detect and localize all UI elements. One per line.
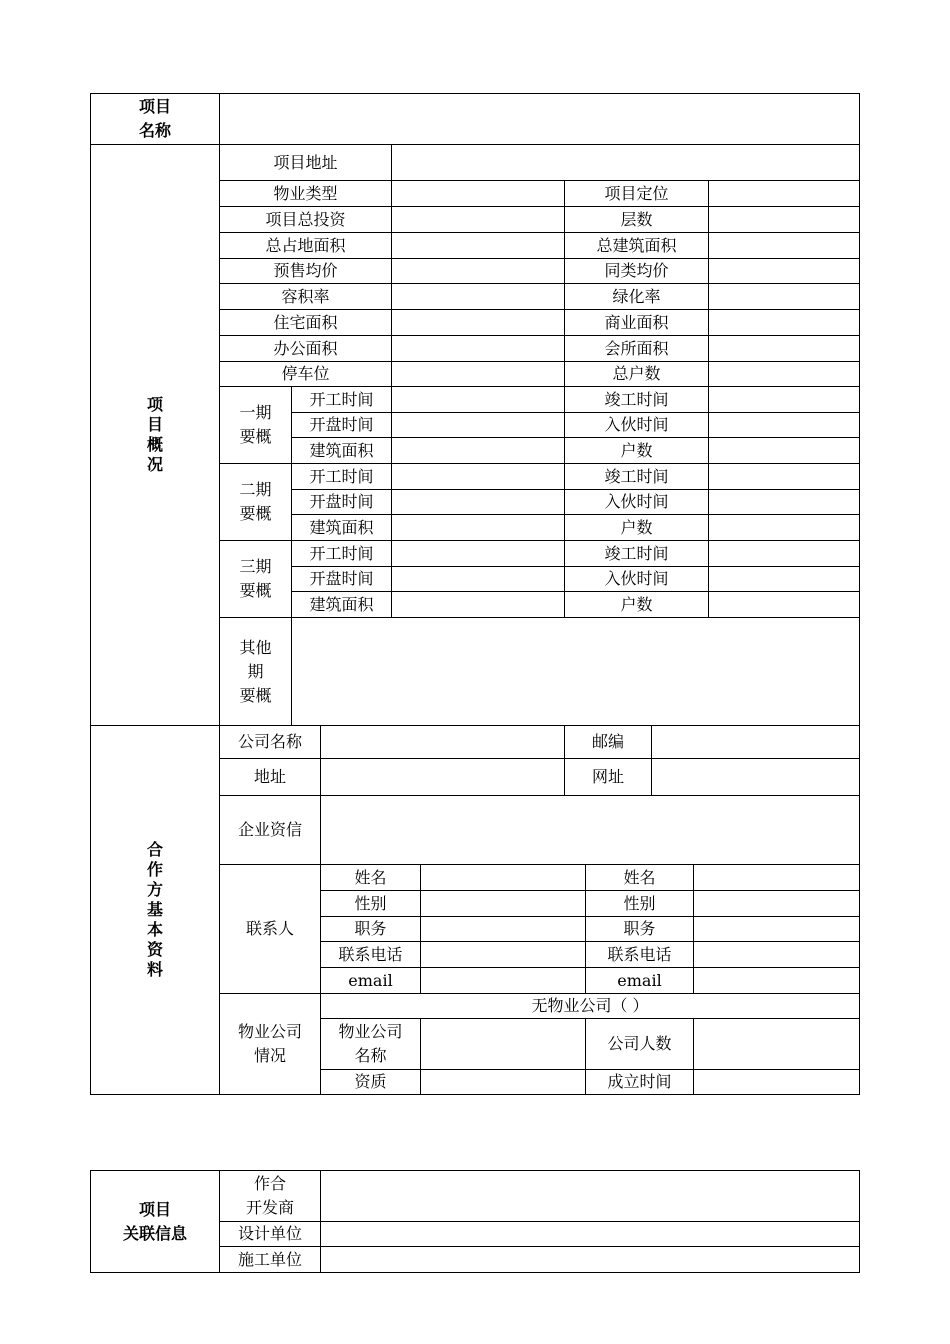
cell-text-line: 要概 [239, 685, 272, 705]
cell-text-line: 情况 [253, 1046, 286, 1065]
field-input[interactable] [391, 361, 565, 387]
phase-field-input[interactable] [391, 514, 565, 541]
property-company-name-label [320, 1018, 421, 1070]
cell-text-line: 开发商 [245, 1198, 294, 1217]
headcount-label: 公司人数 [585, 1018, 694, 1070]
field-label: 总建筑面积 [564, 232, 709, 259]
phase-field-label: 开盘时间 [291, 412, 392, 438]
cell-text-line: 况 [146, 455, 163, 474]
cell-text-line: 二期 [239, 480, 272, 499]
phase-field-input[interactable] [391, 463, 565, 490]
field-input[interactable] [708, 361, 860, 387]
contact-field-label: email [585, 967, 694, 994]
phase-field-input[interactable] [391, 437, 565, 464]
contact-field-label: 姓名 [585, 864, 694, 891]
cell-text-line: 作 [146, 860, 163, 879]
contact-field-label: 职务 [585, 916, 694, 942]
website-input[interactable] [651, 758, 860, 796]
cell-text-line: 要概 [239, 427, 272, 446]
field-input[interactable] [391, 309, 565, 336]
phase-field-label: 户数 [564, 437, 709, 464]
phase-label [219, 386, 292, 464]
field-input[interactable] [708, 309, 860, 336]
contact-field-label: 姓名 [320, 864, 421, 891]
qualification-label: 资质 [320, 1069, 421, 1095]
cell-text-line: 项目 [138, 97, 171, 116]
field-input[interactable] [708, 258, 860, 284]
cell-text-line: 本 [146, 920, 163, 939]
phase-label [219, 463, 292, 541]
cell-text-line: 物业公司 [237, 1022, 302, 1041]
contact-field-input[interactable] [693, 941, 860, 968]
phase-field-input[interactable] [391, 566, 565, 592]
cell-text-line: 概 [146, 435, 163, 454]
cell-text-line: 方 [146, 880, 163, 899]
other-phase-label [219, 617, 292, 726]
contact-field-input[interactable] [420, 941, 586, 968]
qualification-input[interactable] [420, 1069, 586, 1095]
phase-field-label: 竣工时间 [564, 463, 709, 490]
related-info-label [90, 1170, 220, 1273]
field-label: 容积率 [219, 283, 392, 310]
project-name-label [90, 93, 220, 145]
construction-unit-label: 施工单位 [219, 1246, 321, 1273]
no-property-company-option[interactable]: 无物业公司（ ） [320, 993, 860, 1019]
phase-field-input[interactable] [391, 386, 565, 413]
design-unit-label: 设计单位 [219, 1221, 321, 1247]
other-phase-input[interactable] [291, 617, 860, 726]
company-name-input[interactable] [320, 725, 565, 759]
field-label: 预售均价 [219, 258, 392, 284]
contact-field-input[interactable] [693, 916, 860, 942]
cell-text-line: 目 [146, 415, 163, 434]
cell-text-line: 要概 [239, 504, 272, 523]
design-unit-input[interactable] [320, 1221, 860, 1247]
contact-field-input[interactable] [420, 864, 586, 891]
field-label: 办公面积 [219, 335, 392, 362]
contact-label: 联系人 [219, 864, 321, 994]
field-input[interactable] [391, 206, 565, 233]
field-label: 总户数 [564, 361, 709, 387]
field-input[interactable] [708, 206, 860, 233]
phase-field-input[interactable] [708, 514, 860, 541]
field-input[interactable] [708, 283, 860, 310]
field-input[interactable] [708, 232, 860, 259]
contact-field-input[interactable] [420, 916, 586, 942]
contact-field-label: 性别 [585, 890, 694, 917]
construction-unit-input[interactable] [320, 1246, 860, 1273]
property-company-label [219, 993, 321, 1095]
phase-field-input[interactable] [708, 591, 860, 618]
field-label: 会所面积 [564, 335, 709, 362]
phase-field-label: 入伙时间 [564, 489, 709, 515]
phase-field-label: 开工时间 [291, 540, 392, 567]
founded-label: 成立时间 [585, 1069, 694, 1095]
field-label: 层数 [564, 206, 709, 233]
phase-field-input[interactable] [708, 386, 860, 413]
phase-field-input[interactable] [391, 540, 565, 567]
phase-field-label: 竣工时间 [564, 386, 709, 413]
field-label: 项目定位 [564, 180, 709, 207]
phase-field-input[interactable] [708, 540, 860, 567]
developer-input[interactable] [320, 1170, 860, 1222]
field-input[interactable] [391, 258, 565, 284]
phase-field-label: 开工时间 [291, 463, 392, 490]
project-overview-label [90, 144, 220, 726]
field-label: 同类均价 [564, 258, 709, 284]
address-input[interactable] [320, 758, 565, 796]
field-input[interactable] [391, 232, 565, 259]
contact-field-label: 性别 [320, 890, 421, 917]
contact-field-input[interactable] [693, 864, 860, 891]
company-name-label: 公司名称 [219, 725, 321, 759]
field-input[interactable] [708, 335, 860, 362]
phase-field-label: 开工时间 [291, 386, 392, 413]
phase-field-input[interactable] [391, 412, 565, 438]
cell-text-line: 基 [146, 900, 163, 919]
phase-field-label: 开盘时间 [291, 566, 392, 592]
field-label: 住宅面积 [219, 309, 392, 336]
contact-field-label: 联系电话 [585, 941, 694, 968]
contact-field-input[interactable] [420, 967, 586, 994]
cell-text-line: 作合 [253, 1174, 286, 1193]
partner-info-label [90, 725, 220, 1095]
phase-field-input[interactable] [391, 489, 565, 515]
cell-text-line: 资 [146, 940, 163, 959]
credit-input[interactable] [320, 795, 860, 865]
phase-field-label: 建筑面积 [291, 437, 392, 464]
contact-field-label: 联系电话 [320, 941, 421, 968]
phase-field-label: 开盘时间 [291, 489, 392, 515]
postcode-input[interactable] [651, 725, 860, 759]
phase-field-label: 户数 [564, 591, 709, 618]
phase-field-input[interactable] [708, 566, 860, 592]
phase-field-input[interactable] [391, 591, 565, 618]
phase-field-input[interactable] [708, 489, 860, 515]
founded-input[interactable] [693, 1069, 860, 1095]
contact-field-input[interactable] [420, 890, 586, 917]
property-company-name-input[interactable] [420, 1018, 586, 1070]
phase-field-label: 入伙时间 [564, 566, 709, 592]
field-label: 物业类型 [219, 180, 392, 207]
field-input[interactable] [391, 283, 565, 310]
cell-text-line: 期 [247, 661, 264, 681]
phase-field-input[interactable] [708, 463, 860, 490]
field-input[interactable] [391, 335, 565, 362]
field-input[interactable] [391, 180, 565, 207]
cell-text-line: 三期 [239, 557, 272, 576]
field-label: 项目总投资 [219, 206, 392, 233]
cell-text-line: 名称 [354, 1046, 387, 1065]
field-label: 绿化率 [564, 283, 709, 310]
cell-text-line: 关联信息 [122, 1223, 187, 1243]
headcount-input[interactable] [693, 1018, 860, 1070]
phase-field-label: 建筑面积 [291, 591, 392, 618]
cell-text-line: 一期 [239, 403, 272, 422]
cell-text-line: 要概 [239, 581, 272, 600]
phase-field-label: 户数 [564, 514, 709, 541]
developer-label [219, 1170, 321, 1222]
project-name-input[interactable] [219, 93, 860, 145]
field-label: 停车位 [219, 361, 392, 387]
cell-text-line: 项目 [138, 1199, 171, 1219]
cell-text-line: 料 [146, 960, 163, 979]
contact-field-label: email [320, 967, 421, 994]
cell-text-line: 合 [146, 840, 163, 859]
phase-field-label: 建筑面积 [291, 514, 392, 541]
cell-text-line: 物业公司 [338, 1022, 403, 1041]
address-label: 地址 [219, 758, 321, 796]
project-address-label: 项目地址 [219, 144, 392, 181]
contact-field-label: 职务 [320, 916, 421, 942]
phase-field-label: 入伙时间 [564, 412, 709, 438]
phase-field-label: 竣工时间 [564, 540, 709, 567]
cell-text-line: 名称 [138, 121, 171, 140]
field-label: 商业面积 [564, 309, 709, 336]
cell-text-line: 项 [146, 395, 163, 414]
contact-field-input[interactable] [693, 967, 860, 994]
phase-field-input[interactable] [708, 437, 860, 464]
contact-field-input[interactable] [693, 890, 860, 917]
field-label: 总占地面积 [219, 232, 392, 259]
credit-label: 企业资信 [219, 795, 321, 865]
postcode-label: 邮编 [564, 725, 652, 759]
cell-text-line: 其他 [239, 637, 272, 657]
project-address-input[interactable] [391, 144, 860, 181]
field-input[interactable] [708, 180, 860, 207]
phase-field-input[interactable] [708, 412, 860, 438]
website-label: 网址 [564, 758, 652, 796]
phase-label [219, 540, 292, 618]
